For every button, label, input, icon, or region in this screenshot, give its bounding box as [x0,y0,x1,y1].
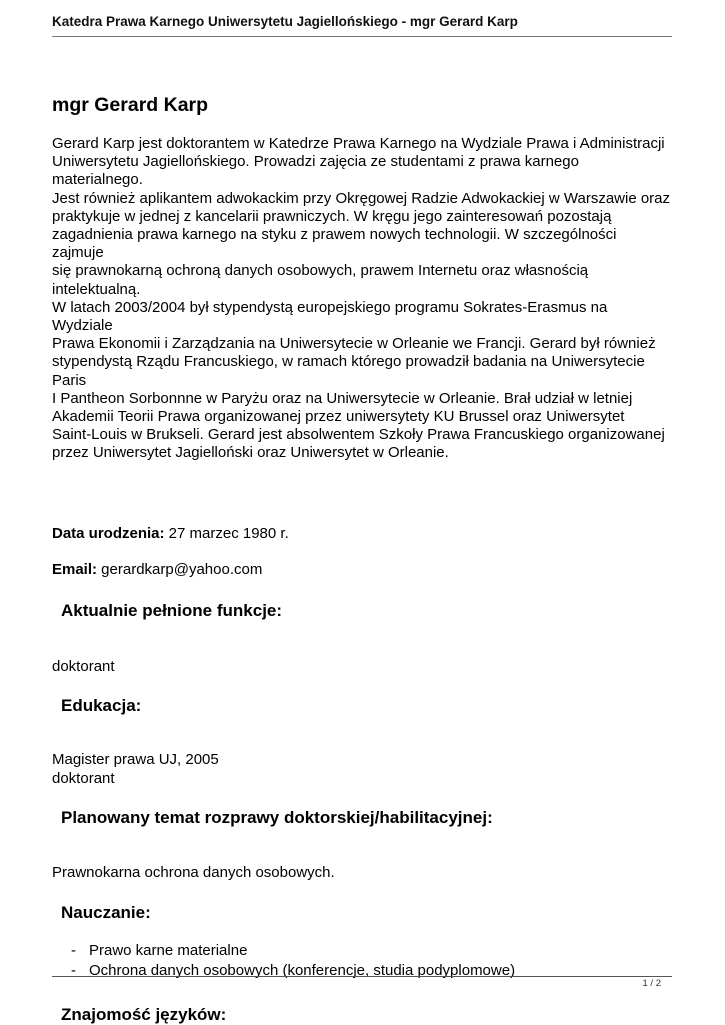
education-line: Magister prawa UJ, 2005 [52,751,219,769]
teaching-list [52,941,672,981]
person-name-heading: mgr Gerard Karp [52,94,209,116]
birth-date-value: 27 marzec 1980 r. [164,524,289,542]
birth-date-field [52,525,672,543]
education-line: doktorant [52,769,115,787]
email-field [52,561,672,579]
dash-bullet: - [71,941,76,959]
languages-heading: Znajomość języków: [61,1004,227,1024]
thesis-heading: Planowany temat rozprawy doktorskiej/habilitacyjnej: [61,808,493,828]
biography-paragraph: Gerard Karp jest doktorantem w Katedrze Prawa Karnego na Wydziale Prawa i Administracji Uniwersytetu Jagiellońskiego. Prowadzi zajęcia ze studentami z prawa karnego materialnego. Jest również aplikantem adwokackim przy Okręgowej Radzie Adwokackiej w Warszawie oraz praktykuje w jednej z kancelarii prawniczych. W kręgu jego zainteresowań pozostają zagadnienia prawa karnego na styku z prawem nowych technologii. W szczególności zajmuje się prawnokarną ochroną danych osobowych, prawem Internetu oraz własnością intelektualną. W latach 2003/2004 był stypendystą europejskiego programu Sokrates-Erasmus na Wydziale Prawa Ekonomii i Zarządzania na Uniwersytecie w Orleanie we Francji. Gerard był również stypendystą Rządu Francuskiego, w ramach którego prowadził badania na Uniwersytecie Paris I Pantheon Sorbonnne w Paryżu oraz na Uniwersytecie w Orleanie. Brał udział w letniej Akademii Teorii Prawa organizowanej przez uniwersytety KU Brussel oraz Uniwersytet Saint-Louis w Brukseli. Gerard jest absolwentem Szkoły Prawa Francuskiego organizowanej przez Uniwersytet Jagielloński oraz Uniwersytet w Orleanie. [52,135,671,462]
page-number: 1 / 2 [642,978,661,989]
list-item [52,961,672,981]
email-value[interactable]: gerardkarp@yahoo.com [97,560,263,578]
document-body [52,94,672,1025]
teaching-item-label: Prawo karne materialne [89,941,248,959]
teaching-item-label: Ochrona danych osobowych (konferencje, studia podyplomowe) [89,961,516,979]
email-label: Email: [52,560,98,578]
list-item [52,941,672,961]
birth-date-label: Data urodzenia: [52,524,165,542]
teaching-heading: Nauczanie: [61,902,151,922]
page-header-title: Katedra Prawa Karnego Uniwersytetu Jagiellońskiego - mgr Gerard Karp [52,14,518,29]
footer-divider [52,976,672,977]
education-list [52,751,672,788]
dash-bullet: - [71,961,76,979]
header-divider [52,36,672,37]
functions-line: doktorant [52,657,115,675]
functions-heading: Aktualnie pełnione funkcje: [61,600,283,620]
thesis-line: Prawnokarna ochrona danych osobowych. [52,864,335,882]
education-heading: Edukacja: [61,696,142,716]
